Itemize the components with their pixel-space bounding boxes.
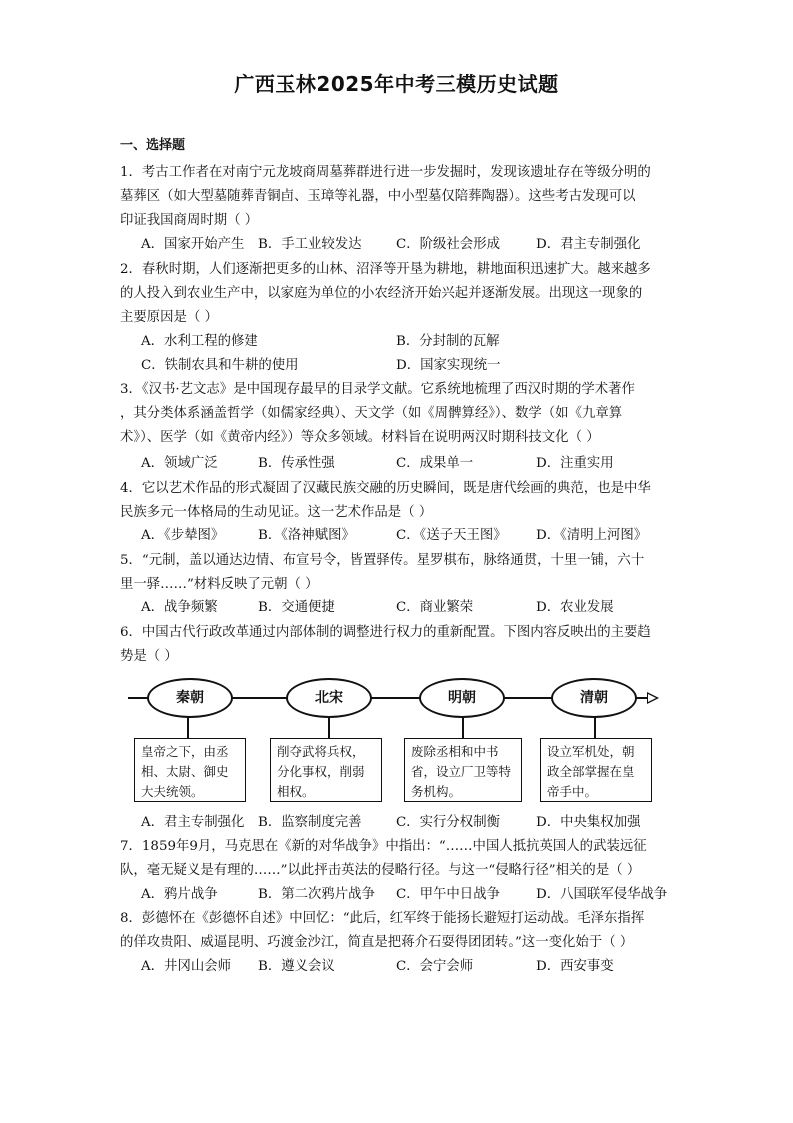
section-heading: 一、选择题 [120, 138, 186, 153]
question-line: 7．1859年9月，马克思在《新的对华战争》中指出：“……中国人抵抗英国人的武装远征 [120, 839, 647, 854]
question-line: 民族多元一体格局的生动见证。这一艺术作品是（ ） [120, 505, 433, 520]
question-line: 6．中国古代行政改革通过内部体制的调整进行权力的重新配置。下图内容反映出的主要趋 [120, 625, 651, 640]
dynasty-note-qing: 设立军机处，朝政全部掌握在皇帝手中。 [540, 738, 652, 802]
question-line: 4．它以艺术作品的形式凝固了汉藏民族交融的历史瞬间，既是唐代绘画的典范，也是中华 [120, 481, 651, 496]
dynasty-oval-qin: 秦朝 [147, 678, 233, 718]
question-7 [120, 835, 680, 883]
question-2 [120, 258, 680, 330]
option-c[interactable]: C．铁制农具和牛耕的使用 [141, 358, 299, 373]
question-line: 主要原因是（ ） [120, 310, 218, 325]
question-line: 8．彭德怀在《彭德怀自述》中回忆：“此后，红军终于能扬长避短打运动战。毛泽东指挥 [120, 911, 645, 926]
option-b[interactable]: B．分封制的瓦解 [396, 334, 500, 349]
timeline-connector [594, 716, 596, 738]
question-3 [120, 378, 680, 450]
question-1 [120, 161, 680, 233]
option-a[interactable]: A．君主专制强化 [141, 815, 245, 830]
timeline-connector [328, 716, 330, 738]
option-a[interactable]: A．领域广泛 [141, 456, 218, 471]
question-line: 的佯攻贵阳、威逼昆明、巧渡金沙江，简直是把蒋介石耍得团团转。”这一变化始于（ ） [120, 935, 634, 950]
question-line: 术》）、医学（如《黄帝内经》）等众多领域。材料旨在说明两汉时期科技文化（ ） [120, 430, 600, 445]
option-d[interactable]: D．农业发展 [536, 600, 614, 615]
option-c[interactable]: C．商业繁荣 [396, 600, 474, 615]
option-b[interactable]: B．交通便捷 [258, 600, 335, 615]
question-line: ，其分类体系涵盖哲学（如儒家经典）、天文学（如《周髀算经》）、数学（如《九章算 [120, 406, 623, 421]
timeline-connector [462, 716, 464, 738]
question-line: 里一驿……”材料反映了元朝（ ） [120, 577, 319, 592]
page-title: 广西玉林2025年中考三模历史试题 [234, 72, 559, 96]
option-d[interactable]: D．君主专制强化 [536, 237, 641, 252]
dynasty-note-qin: 皇帝之下，由丞相、太尉、御史大夫统领。 [134, 738, 246, 802]
dynasty-timeline [120, 672, 665, 812]
option-d[interactable]: D．《清明上河图》 [536, 528, 648, 543]
option-c[interactable]: C．甲午中日战争 [396, 887, 500, 902]
question-8 [120, 907, 680, 955]
option-b[interactable]: B．遵义会议 [258, 959, 335, 974]
question-line: 印证我国商周时期（ ） [120, 213, 259, 228]
dynasty-oval-beisong: 北宋 [286, 678, 372, 718]
option-b[interactable]: B．手工业较发达 [258, 237, 362, 252]
question-line: 3．《汉书·艺文志》是中国现存最早的目录学文献。它系统地梳理了西汉时期的学术著作 [120, 382, 635, 397]
option-c[interactable]: C．阶级社会形成 [396, 237, 500, 252]
question-4 [120, 477, 680, 525]
question-line: 5．“元制，盖以通达边情、布宣号令，皆置驿传。星罗棋布，脉络通贯，十里一铺，六十 [120, 553, 645, 568]
question-line: 1．考古工作者在对南宁元龙坡商周墓葬群进行进一步发掘时，发现该遗址存在等级分明的 [120, 165, 651, 180]
option-b[interactable]: B．第二次鸦片战争 [258, 887, 375, 902]
dynasty-note-ming: 废除丞相和中书省，设立厂卫等特务机构。 [404, 738, 522, 802]
arrow-right-icon [647, 692, 659, 704]
question-5 [120, 549, 680, 597]
option-a[interactable]: A．国家开始产生 [141, 237, 245, 252]
option-c[interactable]: C．成果单一 [396, 456, 474, 471]
question-line: 势是（ ） [120, 649, 178, 664]
question-6 [120, 621, 680, 669]
timeline-connector [187, 716, 189, 738]
option-b[interactable]: B．监察制度完善 [258, 815, 362, 830]
option-d[interactable]: D．八国联军侵华战争 [536, 887, 668, 902]
question-line: 的人投入到农业生产中，以家庭为单位的小农经济开始兴起并逐渐发展。出现这一现象的 [120, 286, 643, 301]
question-line: 墓葬区（如大型墓随葬青铜卣、玉璋等礼器，中小型墓仅陪葬陶器）。这些考古发现可以 [120, 189, 636, 204]
option-b[interactable]: B．传承性强 [258, 456, 335, 471]
option-c[interactable]: C．实行分权制衡 [396, 815, 500, 830]
option-d[interactable]: D．西安事变 [536, 959, 614, 974]
question-line: 队，毫无疑义是有理的……”以此抨击英法的侵略行径。与这一“侵略行径”相关的是（ ） [120, 863, 641, 878]
option-d[interactable]: D．中央集权加强 [536, 815, 641, 830]
option-a[interactable]: A．鸦片战争 [141, 887, 218, 902]
question-line: 2．春秋时期，人们逐渐把更多的山林、沼泽等开垦为耕地，耕地面积迅速扩大。越来越多 [120, 262, 651, 277]
option-a[interactable]: A．水利工程的修建 [141, 334, 258, 349]
dynasty-oval-ming: 明朝 [419, 678, 505, 718]
option-c[interactable]: C．会宁会师 [396, 959, 474, 974]
option-d[interactable]: D．国家实现统一 [396, 358, 501, 373]
option-b[interactable]: B．《洛神赋图》 [258, 528, 355, 543]
option-a[interactable]: A．战争频繁 [141, 600, 218, 615]
option-d[interactable]: D．注重实用 [536, 456, 614, 471]
option-a[interactable]: A．井冈山会师 [141, 959, 232, 974]
option-a[interactable]: A．《步辇图》 [141, 528, 225, 543]
option-c[interactable]: C．《送子天王图》 [396, 528, 507, 543]
dynasty-oval-qing: 清朝 [551, 678, 637, 718]
dynasty-note-beisong: 削夺武将兵权，分化事权，削弱相权。 [270, 738, 382, 802]
